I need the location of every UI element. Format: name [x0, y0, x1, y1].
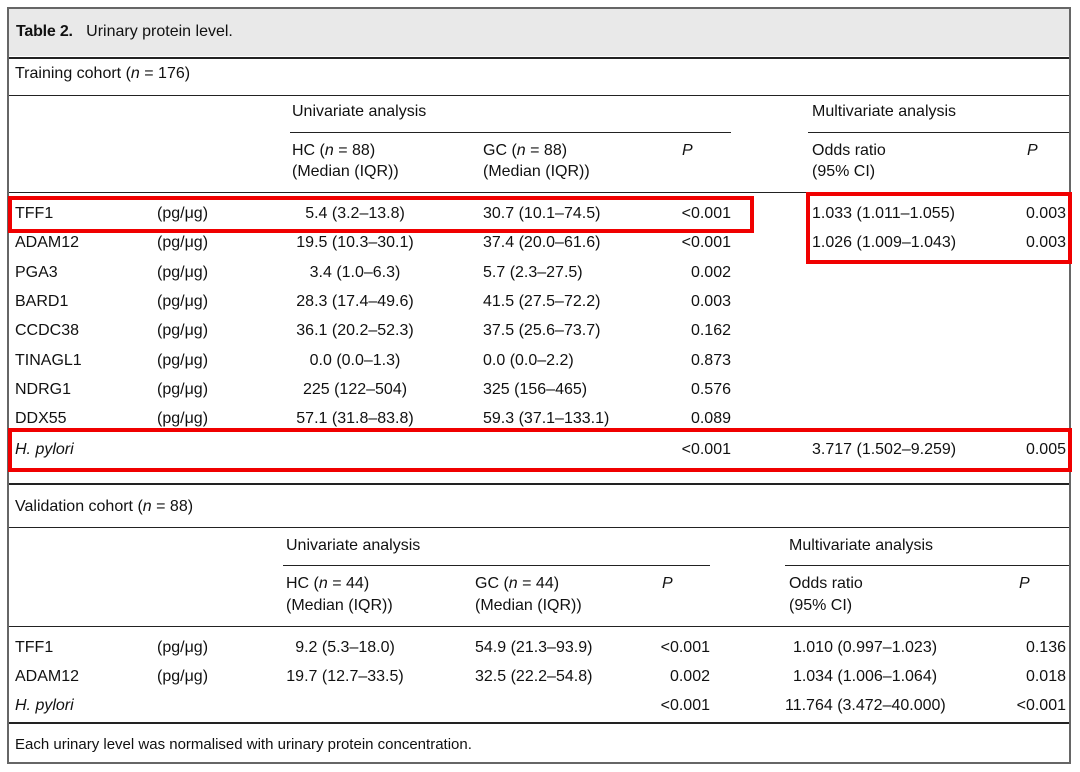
training-bottom-rule: [9, 483, 1069, 485]
validation-hpylori-name: H. pylori: [15, 697, 74, 714]
training-row-hc: 225 (122–504): [302, 381, 408, 398]
training-row-hc: 19.5 (10.3–30.1): [296, 234, 414, 251]
table-footnote: Each urinary level was normalised with urinary protein concentration.: [15, 736, 472, 753]
training-row-gc: 37.4 (20.0–61.6): [483, 234, 601, 251]
training-row-hc: 0.0 (0.0–1.3): [309, 352, 401, 369]
validation-row-gc: 54.9 (21.3–93.9): [475, 639, 593, 656]
training-heading-rule: [9, 95, 1069, 96]
validation-multivariate-rule: [785, 565, 1069, 566]
training-multivariate-rule: [808, 132, 1069, 133]
training-row-unit: (pg/μg): [157, 264, 209, 281]
validation-row-p: 0.002: [669, 668, 710, 685]
training-row-unit: (pg/μg): [157, 293, 209, 310]
training-row-p: 0.003: [690, 293, 731, 310]
training-row-p: 0.162: [690, 322, 731, 339]
training-or-header: Odds ratio: [812, 142, 886, 159]
validation-bottom-rule: [9, 722, 1069, 724]
training-row-p: <0.001: [681, 205, 731, 222]
validation-row-odds-ratio: 1.034 (1.006–1.064): [792, 668, 938, 685]
training-row-gc: 59.3 (37.1–133.1): [483, 410, 610, 427]
training-row-unit: (pg/μg): [157, 410, 209, 427]
training-row-p: 0.873: [690, 352, 731, 369]
validation-univariate-rule: [283, 565, 710, 566]
training-row-hc: 3.4 (1.0–6.3): [309, 264, 401, 281]
validation-header-rule: [9, 626, 1069, 627]
training-hpylori-name: H. pylori: [15, 441, 74, 458]
validation-gc-subheader: (Median (IQR)): [475, 597, 582, 614]
training-hc-subheader: (Median (IQR)): [292, 163, 399, 180]
validation-row-multivariate-p: 0.136: [1025, 639, 1066, 656]
validation-mp-header: P: [1019, 575, 1030, 592]
highlight-box-multivariate-results: [806, 192, 1072, 264]
training-row-name: BARD1: [15, 293, 69, 310]
validation-multivariate-heading: Multivariate analysis: [789, 537, 934, 554]
validation-row-p: <0.001: [660, 639, 710, 656]
table-number: Table 2.: [16, 23, 73, 40]
training-ci-header: (95% CI): [812, 163, 876, 180]
validation-row-hc: 19.7 (12.7–33.5): [286, 668, 404, 685]
training-row-unit: (pg/μg): [157, 322, 209, 339]
validation-row-multivariate-p: 0.018: [1025, 668, 1066, 685]
training-row-name: ADAM12: [15, 234, 80, 251]
validation-hpylori-mp: <0.001: [1016, 697, 1066, 714]
training-row-gc: 325 (156–465): [483, 381, 588, 398]
training-multivariate-heading: Multivariate analysis: [812, 103, 957, 120]
validation-row-unit: (pg/μg): [157, 639, 209, 656]
validation-row-unit: (pg/μg): [157, 668, 209, 685]
training-row-name: CCDC38: [15, 322, 80, 339]
training-row-name: TINAGL1: [15, 352, 82, 369]
training-row-hc: 28.3 (17.4–49.6): [296, 293, 414, 310]
validation-row-gc: 32.5 (22.2–54.8): [475, 668, 593, 685]
training-row-unit: (pg/μg): [157, 205, 209, 222]
training-row-p: 0.576: [690, 381, 731, 398]
training-hpylori-p: <0.001: [681, 441, 731, 458]
training-mp-header: P: [1027, 142, 1038, 159]
training-row-name: TFF1: [15, 205, 54, 222]
training-hpylori-mp: 0.005: [1025, 441, 1066, 458]
validation-heading-rule: [9, 527, 1069, 528]
training-row-gc: 0.0 (0.0–2.2): [483, 352, 574, 369]
training-hc-header: HC (n = 88): [292, 142, 376, 159]
training-row-odds-ratio: 1.033 (1.011–1.055): [812, 205, 955, 222]
training-row-hc: 36.1 (20.2–52.3): [296, 322, 414, 339]
training-row-unit: (pg/μg): [157, 234, 209, 251]
training-row-gc: 37.5 (25.6–73.7): [483, 322, 601, 339]
validation-univariate-heading: Univariate analysis: [286, 537, 421, 554]
training-row-gc: 41.5 (27.5–72.2): [483, 293, 601, 310]
validation-row-hc: 9.2 (5.3–18.0): [295, 639, 395, 656]
validation-cohort-heading: Validation cohort (n = 88): [15, 498, 194, 515]
highlight-box-tff1-univariate: [8, 196, 754, 233]
validation-ci-header: (95% CI): [789, 597, 853, 614]
validation-or-header: Odds ratio: [789, 575, 863, 592]
validation-row-name: TFF1: [15, 639, 54, 656]
training-row-name: PGA3: [15, 264, 58, 281]
training-row-multivariate-p: 0.003: [1025, 234, 1066, 251]
validation-hc-header: HC (n = 44): [286, 575, 370, 592]
training-row-p: 0.089: [690, 410, 731, 427]
validation-gc-header: GC (n = 44): [475, 575, 560, 592]
training-row-hc: 5.4 (3.2–13.8): [305, 205, 405, 222]
validation-row-name: ADAM12: [15, 668, 80, 685]
training-row-hc: 57.1 (31.8–83.8): [296, 410, 414, 427]
highlight-box-hpylori-row: [8, 428, 1072, 472]
training-row-multivariate-p: 0.003: [1025, 205, 1066, 222]
validation-p-header: P: [662, 575, 673, 592]
training-univariate-heading: Univariate analysis: [292, 103, 427, 120]
validation-hpylori-p: <0.001: [660, 697, 710, 714]
table-caption: Urinary protein level.: [86, 23, 233, 40]
training-gc-subheader: (Median (IQR)): [483, 163, 590, 180]
training-gc-header: GC (n = 88): [483, 142, 568, 159]
validation-hpylori-or: 11.764 (3.472–40.000): [785, 697, 946, 714]
table-title: [16, 22, 233, 42]
training-row-odds-ratio: 1.026 (1.009–1.043): [812, 234, 957, 251]
training-row-unit: (pg/μg): [157, 352, 209, 369]
title-rule: [9, 57, 1069, 59]
training-row-name: DDX55: [15, 410, 67, 427]
validation-row-odds-ratio: 1.010 (0.997–1.023): [792, 639, 938, 656]
training-hpylori-or: 3.717 (1.502–9.259): [812, 441, 957, 458]
training-p-header: P: [682, 142, 693, 159]
training-row-p: 0.002: [690, 264, 731, 281]
training-row-gc: 5.7 (2.3–27.5): [483, 264, 583, 281]
training-row-name: NDRG1: [15, 381, 72, 398]
training-row-p: <0.001: [681, 234, 731, 251]
training-row-unit: (pg/μg): [157, 381, 209, 398]
validation-hc-subheader: (Median (IQR)): [286, 597, 393, 614]
training-cohort-heading: Training cohort (n = 176): [15, 65, 191, 82]
training-univariate-rule: [290, 132, 731, 133]
training-row-gc: 30.7 (10.1–74.5): [483, 205, 601, 222]
